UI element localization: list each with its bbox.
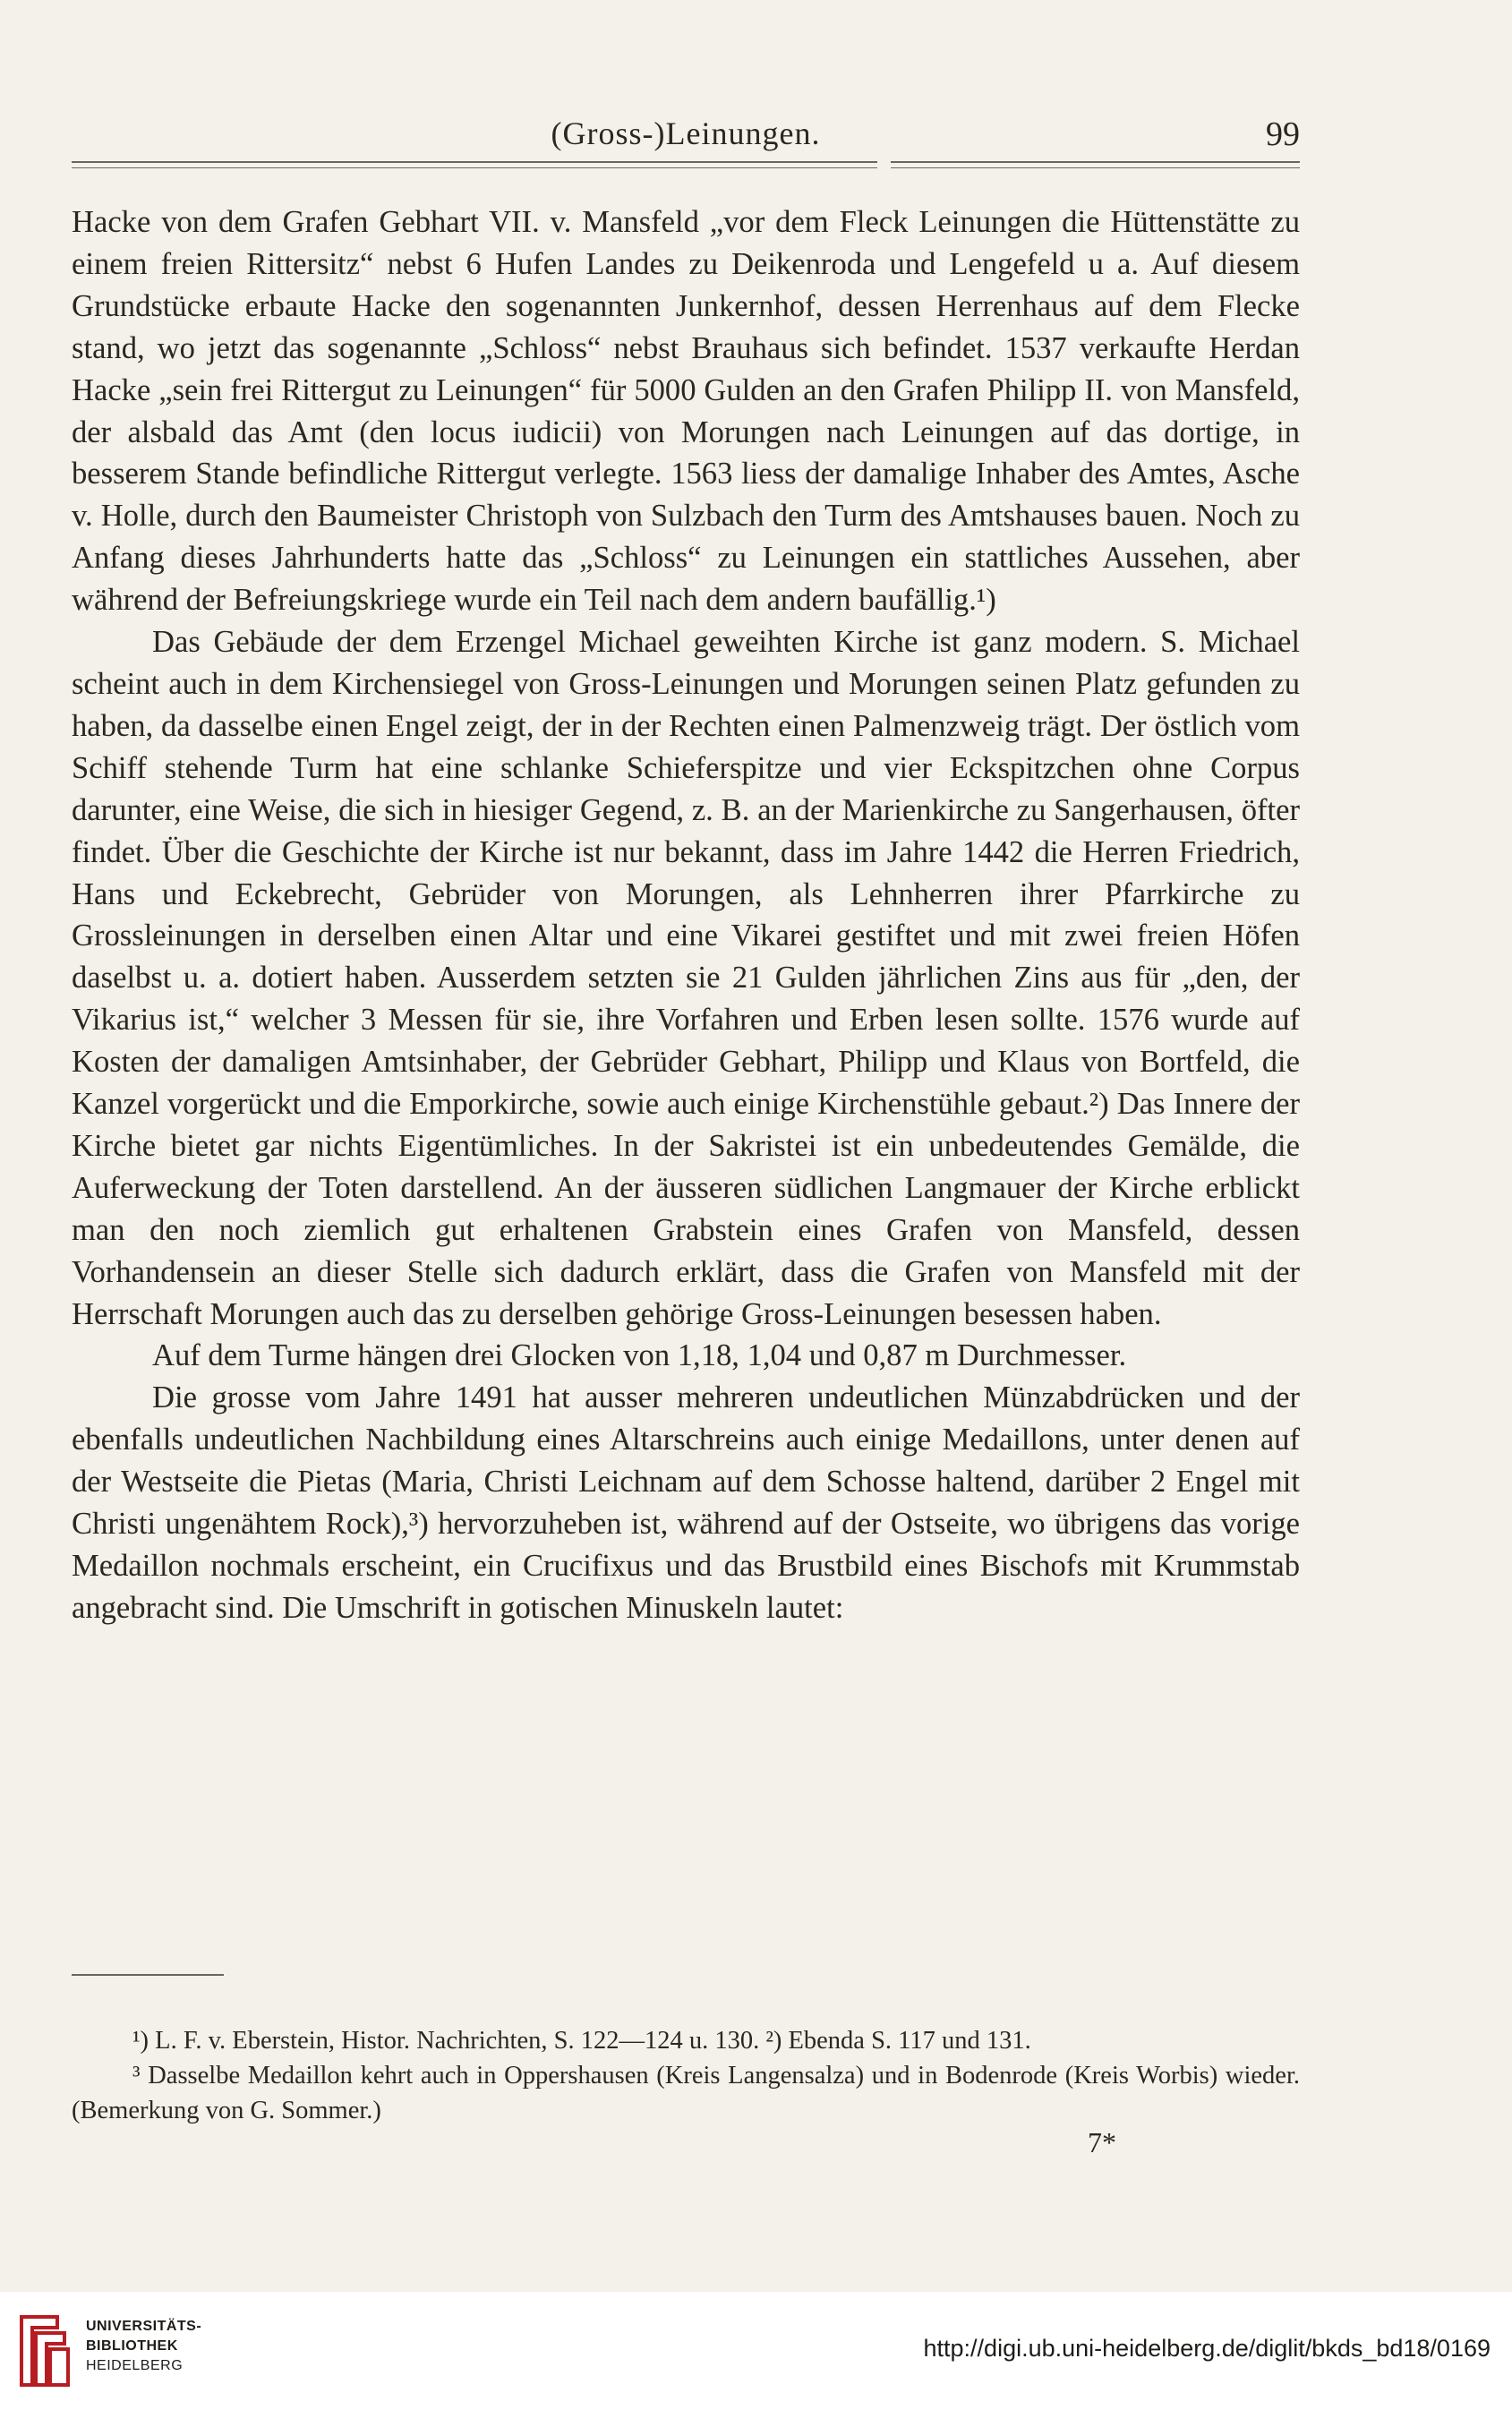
library-name-line-3: HEIDELBERG: [86, 2358, 184, 2373]
paragraph-3: Auf dem Turme hängen drei Glocken von 1,18, 1,04 und 0,87 m Durchmesser.: [152, 1338, 1127, 1373]
viewer-footer: [0, 2292, 1512, 2410]
body-text: [72, 201, 1300, 1629]
library-name-line-2: BIBLIOTHEK: [86, 2338, 178, 2354]
footnote-rule: [72, 1974, 224, 1976]
running-title: (Gross-)Leinungen.: [551, 115, 821, 151]
ub-heidelberg-logo-icon: [13, 2308, 75, 2394]
library-name-line-1: UNIVERSITÄTS-: [86, 2319, 202, 2334]
paragraph-2: Das Gebäude der dem Erzengel Michael geweihten Kirche ist ganz modern. S. Michael scheint auch in dem Kirchensiegel von Gross-Leinungen und Morungen seinen Platz gefunden zu haben, da dasselbe einen Engel zeigt, der in der Rechten einen Palmenzweig trägt. Der östlich vom Schiff stehende Turm hat eine schlanke Schieferspitze und vier Eckspitzchen ohne Corpus darunter, eine Weise, die sich in hiesiger Gegend, z. B. an der Marienkirche zu Sangerhausen, öfter findet. Über die Geschichte der Kirche ist nur bekannt, dass im Jahre 1442 die Herren Friedrich, Hans und Eckebrecht, Gebrüder von Morungen, als Lehnherren ihrer Pfarrkirche zu Grossleinungen in derselben einen Altar und eine Vikarei gestiftet und mit zwei freien Höfen daselbst u. a. dotiert haben. Ausserdem setzten sie 21 Gulden jährlichen Zins aus für „den, der Vikarius ist,“ welcher 3 Messen für sie, ihre Vorfahren und Erben lesen sollte. 1576 wurde auf Kosten der damaligen Amtsinhaber, der Gebrüder Gebhart, Philipp und Klaus von Bortfeld, die Kanzel vorgerückt und die Emporkirche, sowie auch einige Kirchenstühle gebaut.²) Das Innere der Kirche bietet gar nichts Eigentümliches. In der Sakristei ist ein unbedeutendes Gemälde, die Auferweckung der Toten darstellend. An der äusseren südlichen Langmauer der Kirche erblickt man den noch ziemlich gut erhaltenen Grabstein eines Grafen von Mansfeld, dessen Vorhandensein an dieser Stelle sich dadurch erklärt, dass die Grafen von Mansfeld mit der Herrschaft Morungen auch das zu derselben gehörige Gross-Leinungen besessen haben.: [72, 625, 1300, 1331]
running-head: [72, 115, 1300, 159]
header-rule-left: [72, 161, 877, 168]
footnotes: [72, 2023, 1300, 2128]
page-number: 99: [1266, 115, 1300, 153]
footnote-2: ³ Dasselbe Medaillon kehrt auch in Oppershausen (Kreis Langensalza) und in Bodenrode (Kreis Worbis) wieder. (Bemerkung von G. Sommer.): [72, 2062, 1300, 2124]
paragraph-4: Die grosse vom Jahre 1491 hat ausser mehreren undeutlichen Münzabdrücken und der ebenfalls undeutlichen Nachbildung eines Altarschreins auch einige Medaillons, unter denen auf der Westseite die Pietas (Maria, Christi Leichnam auf dem Schosse haltend, darüber 2 Engel mit Christi ungenähtem Rock),³) hervorzuheben ist, während auf der Ostseite, wo übrigens das vorige Medaillon nochmals erscheint, ein Crucifixus und das Brustbild eines Bischofs mit Krummstab angebracht sind. Die Umschrift in gotischen Minuskeln lautet:: [72, 1380, 1300, 1625]
source-url[interactable]: http://digi.ub.uni-heidelberg.de/diglit/bkds_bd18/0169: [923, 2335, 1491, 2362]
header-rule-right: [891, 161, 1300, 168]
paragraph-1: Hacke von dem Grafen Gebhart VII. v. Mansfeld „vor dem Fleck Leinungen die Hüttenstätte zu einem freien Rittersitz“ nebst 6 Hufen Landes zu Deikenroda und Lengefeld u a. Auf diesem Grundstücke erbaute Hacke den sogenannten Junkernhof, dessen Herrenhaus auf dem Flecke stand, wo jetzt das sogenannte „Schloss“ nebst Brauhaus sich befindet. 1537 verkaufte Herdan Hacke „sein frei Rittergut zu Leinungen“ für 5000 Gulden an den Grafen Philipp II. von Mansfeld, der alsbald das Amt (den locus iudicii) von Morungen nach Leinungen auf das dortige, in besserem Stande befindliche Rittergut verlegte. 1563 liess der damalige Inhaber des Amtes, Asche v. Holle, durch den Baumeister Christoph von Sulzbach den Turm des Amtshauses bauen. Noch zu Anfang dieses Jahrhunderts hatte das „Schloss“ zu Leinungen ein stattliches Aussehen, aber während der Befreiungskriege wurde ein Teil nach dem andern baufällig.¹): [72, 205, 1300, 618]
footnote-1: ¹) L. F. v. Eberstein, Histor. Nachrichten, S. 122—124 u. 130. ²) Ebenda S. 117 und 131.: [132, 2027, 1031, 2055]
signature-mark: 7*: [1088, 2126, 1116, 2158]
library-name: [86, 2317, 201, 2376]
